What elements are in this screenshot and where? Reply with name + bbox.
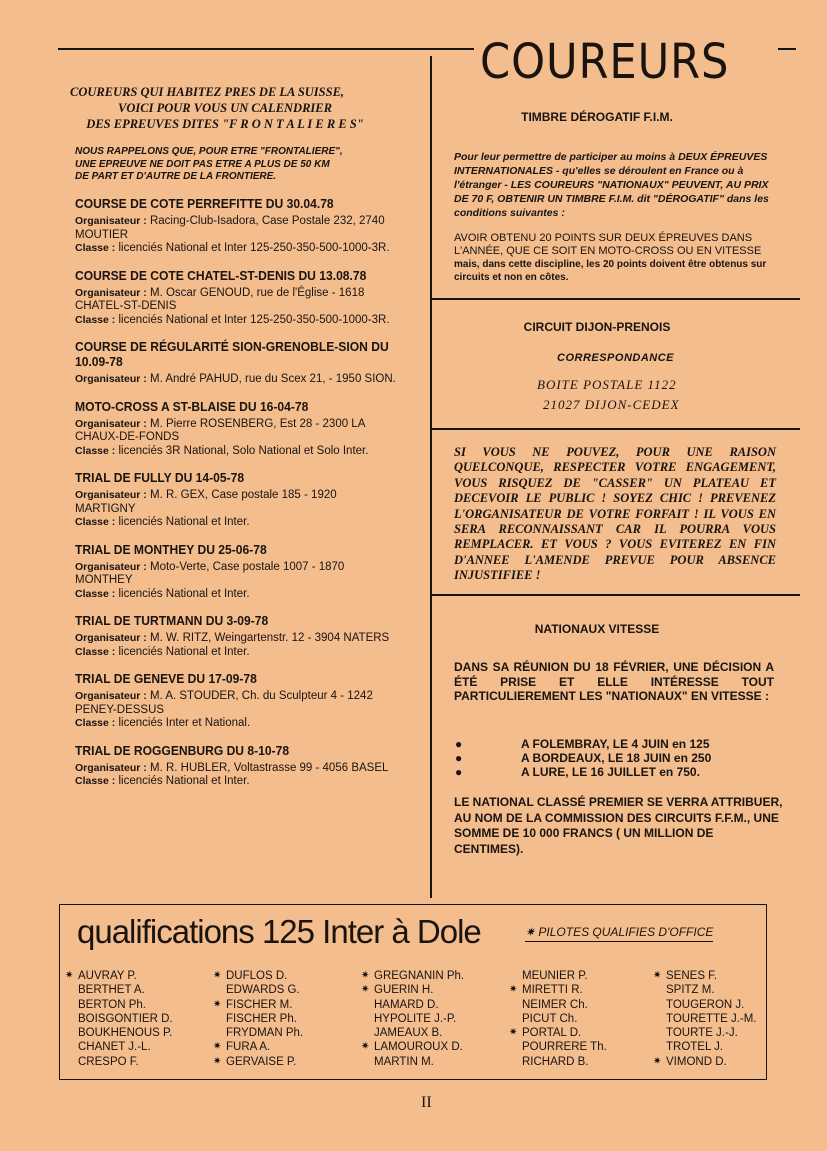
pilot-name bbox=[374, 1012, 464, 1026]
timbre-conditions: AVOIR OBTENU 20 POINTS SUR DEUX ÉPREUVES DANS L'ANNÉE, QUE CE SOIT EN MOTO-CROSS OU EN VITESSE bbox=[454, 232, 762, 257]
classe-value: licenciés National et Inter. bbox=[118, 516, 250, 528]
column-divider bbox=[430, 56, 432, 898]
bullet-item bbox=[455, 737, 775, 751]
pilot-name-text: GERVAISE P. bbox=[226, 1055, 297, 1068]
pilot-name-text: MIRETTI R. bbox=[522, 984, 583, 997]
event-item bbox=[75, 613, 397, 659]
organisateur-label: Organisateur : bbox=[75, 373, 147, 385]
event-item bbox=[75, 399, 397, 459]
pilot-name bbox=[522, 1055, 607, 1069]
names-column bbox=[509, 969, 607, 1069]
section-rule bbox=[432, 428, 800, 430]
event-organisateur bbox=[75, 762, 397, 776]
pilot-name bbox=[78, 983, 173, 997]
pilot-name bbox=[666, 1012, 757, 1026]
star-icon: ✷ bbox=[213, 1055, 222, 1067]
bullet-text: A BORDEAUX, LE 18 JUIN en 250 bbox=[521, 751, 712, 765]
event-item bbox=[75, 339, 397, 387]
pilot-name bbox=[213, 1040, 303, 1054]
pilot-name-text: GREGNANIN Ph. bbox=[374, 970, 465, 982]
pilot-name bbox=[78, 1040, 173, 1054]
bullet-text: A LURE, LE 16 JUILLET en 750. bbox=[521, 765, 700, 779]
classe-value: licenciés National et Inter 125-250-350-500-1000-3R. bbox=[118, 242, 390, 254]
bullet-item bbox=[455, 751, 775, 765]
events-list bbox=[75, 196, 397, 801]
event-item bbox=[75, 268, 397, 328]
pilot-name-text: LAMOUROUX D. bbox=[374, 1041, 463, 1054]
bullet-icon: ● bbox=[455, 765, 463, 779]
pilot-name bbox=[213, 969, 303, 983]
event-organisateur bbox=[75, 489, 397, 516]
pilot-name-text: VIMOND D. bbox=[666, 1055, 727, 1068]
intro-note bbox=[75, 146, 395, 184]
event-item bbox=[75, 542, 397, 602]
event-title: COURSE DE COTE PERREFITTE DU 30.04.78 bbox=[75, 196, 334, 211]
organisateur-label: Organisateur : bbox=[75, 417, 147, 430]
header-rule-right bbox=[778, 48, 796, 50]
classe-value: licenciés National et Inter. bbox=[118, 645, 250, 658]
qualifications-subtitle: ✷ PILOTES QUALIFIES D'OFFICE bbox=[525, 925, 713, 942]
pilot-name-text: CRESPO F. bbox=[78, 1055, 139, 1068]
note-line: DE PART ET D'AUTRE DE LA FRONTIERE. bbox=[75, 171, 277, 182]
pilot-name-text: FRYDMAN Ph. bbox=[226, 1027, 304, 1040]
classe-label: Classe : bbox=[75, 775, 116, 787]
star-icon: ✷ bbox=[361, 1041, 370, 1053]
organisateur-label: Organisateur : bbox=[75, 632, 147, 644]
star-icon: ✷ bbox=[653, 1055, 662, 1067]
event-organisateur bbox=[75, 690, 397, 717]
event-title: TRIAL DE ROGGENBURG DU 8-10-78 bbox=[75, 742, 290, 758]
pilot-name bbox=[65, 969, 173, 983]
event-item bbox=[75, 196, 397, 256]
pilot-name-text: FISCHER Ph. bbox=[226, 1012, 297, 1025]
pilot-name-text: EDWARDS G. bbox=[226, 984, 300, 997]
timbre-heading: TIMBRE DÉROGATIF F.I.M. bbox=[521, 110, 673, 124]
organisateur-label: Organisateur : bbox=[75, 489, 147, 501]
star-icon: ✷ bbox=[213, 1041, 222, 1053]
pilot-name bbox=[374, 998, 464, 1012]
circuit-correspondance: CORRESPONDANCE bbox=[557, 352, 675, 364]
pilot-name-text: TROTEL J. bbox=[666, 1041, 724, 1054]
pilot-name-text: PICUT Ch. bbox=[522, 1012, 578, 1025]
pilot-name bbox=[374, 1055, 464, 1069]
organisateur-label: Organisateur : bbox=[75, 560, 147, 573]
pilot-name bbox=[522, 1012, 607, 1026]
pilot-name bbox=[653, 969, 757, 983]
pilot-name bbox=[666, 998, 757, 1012]
organisateur-label: Organisateur : bbox=[75, 690, 147, 702]
star-icon: ✷ bbox=[65, 970, 74, 981]
names-column bbox=[213, 969, 304, 1069]
nationaux-heading: NATIONAUX VITESSE bbox=[534, 622, 660, 636]
star-icon: ✷ bbox=[361, 970, 370, 981]
intro-line: COUREURS QUI HABITEZ PRES DE LA SUISSE, bbox=[70, 85, 345, 99]
timbre-circuits: mais, dans cette discipline, les 20 points doivent être obtenus sur circuits et non en côtes. bbox=[454, 259, 767, 283]
intro-text bbox=[70, 84, 380, 132]
event-organisateur bbox=[75, 287, 397, 314]
classe-value: licenciés Inter et National. bbox=[118, 717, 251, 729]
event-classe bbox=[75, 588, 397, 602]
event-classe bbox=[75, 242, 397, 256]
pilot-name bbox=[522, 969, 607, 983]
pilot-name bbox=[509, 983, 607, 997]
organisateur-value: M. R. GEX, Case postale 185 - 1920 MARTIGNY bbox=[75, 489, 337, 515]
pilot-name-text: BOUKHENOUS P. bbox=[78, 1027, 173, 1040]
organisateur-value: Racing-Club-Isadora, Case Postale 232, 2740 MOUTIER bbox=[75, 215, 385, 241]
organisateur-label: Organisateur : bbox=[75, 215, 147, 227]
organisateur-label: Organisateur : bbox=[75, 286, 147, 299]
event-title-text: COURSE DE RÉGULARITÉ SION-GRENOBLE-SION DU 10.09-78 bbox=[75, 339, 389, 369]
event-organisateur bbox=[75, 215, 397, 242]
pilot-name-text: BERTON Ph. bbox=[78, 998, 146, 1011]
pilot-name bbox=[226, 1026, 303, 1040]
star-icon: ✷ bbox=[213, 998, 222, 1010]
qualifications-title: qualifications 125 Inter à Dole bbox=[77, 913, 481, 950]
page-number: II bbox=[421, 1094, 432, 1111]
pilot-name-text: TOURTE J.-J. bbox=[666, 1027, 738, 1040]
pilot-name-text: POURRERE Th. bbox=[522, 1041, 607, 1054]
header-rule-left bbox=[58, 48, 474, 50]
organisateur-value: M. André PAHUD, rue du Scex 21, - 1950 SION. bbox=[149, 373, 396, 385]
nationaux-bullets bbox=[455, 737, 775, 779]
pilot-name-text: GUERIN H. bbox=[374, 984, 434, 997]
circuit-address-1: BOITE POSTALE 1122 bbox=[537, 377, 677, 392]
star-icon: ✷ bbox=[213, 970, 222, 981]
pilot-name bbox=[653, 1055, 757, 1069]
event-classe bbox=[75, 445, 397, 459]
pilot-name bbox=[509, 1026, 607, 1040]
pilot-name-text: JAMEAUX B. bbox=[374, 1027, 443, 1040]
pilot-name-text: TOURETTE J.-M. bbox=[666, 1012, 757, 1025]
event-item bbox=[75, 470, 397, 530]
pilot-name-text: FISCHER M. bbox=[226, 998, 293, 1011]
classe-label: Classe : bbox=[75, 313, 116, 326]
pilot-name-text: MEUNIER P. bbox=[522, 970, 588, 982]
event-classe bbox=[75, 314, 397, 328]
pilot-name bbox=[361, 1040, 464, 1054]
note-line: UNE EPREUVE NE DOIT PAS ETRE A PLUS DE 50 KM bbox=[75, 158, 330, 170]
pilot-name-text: TOUGERON J. bbox=[666, 998, 745, 1011]
names-column bbox=[65, 969, 173, 1069]
event-classe bbox=[75, 775, 397, 789]
pilot-name-text: HAMARD D. bbox=[374, 998, 439, 1011]
organisateur-label: Organisateur : bbox=[75, 761, 147, 774]
event-item bbox=[75, 671, 397, 731]
event-classe bbox=[75, 646, 397, 660]
classe-label: Classe : bbox=[75, 645, 116, 658]
event-title: MOTO-CROSS A ST-BLAISE DU 16-04-78 bbox=[75, 398, 309, 414]
star-icon: ✷ bbox=[361, 984, 370, 996]
pilot-name-text: HYPOLITE J.-P. bbox=[374, 1012, 457, 1025]
pilot-name-text: SENES F. bbox=[666, 970, 718, 982]
organisateur-value: M. Pierre ROSENBERG, Est 28 - 2300 LA CHAUX-DE-FONDS bbox=[75, 417, 365, 443]
pilot-name-text: BERTHET A. bbox=[78, 984, 145, 997]
pilot-name bbox=[78, 998, 173, 1012]
pilot-name bbox=[361, 969, 465, 983]
organisateur-value: Moto-Verte, Case postale 1007 - 1870 MONTHEY bbox=[75, 560, 345, 586]
event-organisateur bbox=[75, 561, 397, 588]
pilot-name bbox=[78, 1055, 173, 1069]
classe-label: Classe : bbox=[75, 516, 116, 528]
warning-text: SI VOUS NE POUVEZ, POUR UNE RAISON QUELCONQUE, RESPECTER VOTRE ENGAGEMENT, VOUS RISQUEZ DE "CASSER" UN PLATEAU ET DECEVOIR LE PUBLIC ! SOYEZ CHIC ! PREVENEZ L'ORGANISATEUR DE VOTRE FORFAIT ! IL VOUS EN SERA RECONNAISSANT CAR IL POURRA VOUS REMPLACER. ET VOUS ? VOUS EVITEREZ EN FIN D'ANNEE L'AMENDE PREVUE POUR ABSENCE INJUSTIFIEE ! bbox=[454, 445, 776, 583]
pilot-name-text: FURA A. bbox=[226, 1041, 271, 1054]
pilot-name-text: MARTIN M. bbox=[374, 1055, 434, 1068]
pilot-name bbox=[78, 1012, 173, 1026]
nationaux-conclusion: LE NATIONAL CLASSÉ PREMIER SE VERRA ATTRIBUER, AU NOM DE LA COMMISSION DES CIRCUITS F.F.M., UNE SOMME DE 10 000 FRANCS ( UN MILLION DE CENTIMES). bbox=[454, 795, 783, 856]
section-rule bbox=[432, 594, 800, 596]
intro-line: VOICI POUR VOUS UN CALENDRIER bbox=[118, 101, 332, 115]
classe-label: Classe : bbox=[75, 242, 116, 254]
event-title: TRIAL DE FULLY DU 14-05-78 bbox=[75, 470, 245, 485]
star-icon: ✷ bbox=[653, 970, 662, 981]
event-organisateur bbox=[75, 632, 397, 646]
circuit-heading: CIRCUIT DIJON-PRENOIS bbox=[523, 320, 671, 334]
classe-value: licenciés 3R National, Solo National et Solo Inter. bbox=[118, 444, 369, 457]
pilot-name bbox=[226, 1012, 303, 1026]
pilot-name bbox=[666, 1040, 757, 1054]
pilot-name-text: DUFLOS D. bbox=[226, 970, 288, 982]
pilot-name bbox=[666, 1026, 757, 1040]
event-title bbox=[75, 339, 405, 369]
classe-label: Classe : bbox=[75, 717, 116, 729]
pilot-name bbox=[374, 1026, 464, 1040]
pilot-name-text: CHANET J.-L. bbox=[78, 1041, 151, 1054]
event-organisateur bbox=[75, 373, 397, 387]
event-organisateur bbox=[75, 418, 397, 445]
note-line: NOUS RAPPELONS QUE, POUR ETRE "FRONTALIERE", bbox=[75, 146, 343, 157]
classe-value: licenciés National et Inter. bbox=[118, 587, 250, 600]
intro-line: DES EPREUVES DITES "F R O N T A L I E R E S" bbox=[86, 117, 364, 131]
pilot-name bbox=[226, 983, 303, 997]
event-item bbox=[75, 743, 397, 789]
event-title: TRIAL DE GENEVE DU 17-09-78 bbox=[75, 671, 257, 686]
star-icon: ✷ bbox=[509, 984, 518, 996]
pilot-name bbox=[666, 983, 757, 997]
classe-label: Classe : bbox=[75, 587, 116, 600]
pilot-name bbox=[361, 983, 464, 997]
bullet-icon: ● bbox=[455, 751, 463, 765]
event-title: COURSE DE COTE CHATEL-ST-DENIS DU 13.08.78 bbox=[75, 267, 367, 283]
circuit-address-2: 21027 DIJON-CEDEX bbox=[543, 397, 680, 412]
star-icon: ✷ bbox=[509, 1027, 518, 1039]
event-classe bbox=[75, 516, 397, 530]
pilot-name-text: PORTAL D. bbox=[522, 1027, 582, 1040]
bullet-item bbox=[455, 765, 775, 779]
organisateur-value: M. Oscar GENOUD, rue de l'Église - 1618 CHATEL-ST-DENIS bbox=[75, 286, 365, 312]
nationaux-intro: DANS SA RÉUNION DU 18 FÉVRIER, UNE DÉCISION A ÉTÉ PRISE ET ELLE INTÉRESSE TOUT PARTICULIEREMENT LES "NATIONAUX" EN VITESSE : bbox=[454, 660, 774, 703]
event-classe bbox=[75, 717, 397, 731]
timbre-italic: Pour leur permettre de participer au moins à DEUX ÉPREUVES INTERNATIONALES - qu'elles se déroulent en France ou à l'étranger - LES COUREURS "NATIONAUX" PEUVENT, AU PRIX DE 70 F, OBTENIR UN TIMBRE F.I.M. dit "DÉROGATIF" dans les conditions suivantes : bbox=[454, 151, 769, 219]
pilot-name-text: BOISGONTIER D. bbox=[78, 1012, 173, 1025]
organisateur-value: M. R. HUBLER, Voltastrasse 99 - 4056 BASEL bbox=[149, 761, 389, 774]
event-title: TRIAL DE MONTHEY DU 25-06-78 bbox=[75, 541, 267, 557]
bullet-text: A FOLEMBRAY, LE 4 JUIN en 125 bbox=[521, 737, 710, 751]
pilot-name-text: NEIMER Ch. bbox=[522, 998, 588, 1011]
pilot-name bbox=[213, 1055, 303, 1069]
page-title: COUREURS bbox=[480, 34, 730, 90]
pilot-name-text: RICHARD B. bbox=[522, 1055, 589, 1068]
qualifications-box bbox=[59, 904, 767, 1080]
timbre-text bbox=[454, 150, 776, 284]
pilot-name bbox=[522, 1040, 607, 1054]
names-column bbox=[361, 969, 465, 1069]
pilot-name bbox=[78, 1026, 173, 1040]
pilot-name bbox=[213, 998, 303, 1012]
bullet-icon: ● bbox=[455, 737, 463, 751]
classe-value: licenciés National et Inter 125-250-350-500-1000-3R. bbox=[118, 313, 390, 326]
section-rule bbox=[432, 298, 800, 300]
pilot-name-text: SPITZ M. bbox=[666, 984, 715, 997]
pilot-name bbox=[522, 998, 607, 1012]
pilot-name-text: AUVRAY P. bbox=[78, 970, 137, 982]
names-column bbox=[653, 969, 757, 1069]
organisateur-value: M. W. RITZ, Weingartenstr. 12 - 3904 NATERS bbox=[149, 632, 390, 644]
organisateur-value: M. A. STOUDER, Ch. du Sculpteur 4 - 1242 PENEY-DESSUS bbox=[75, 690, 373, 716]
classe-value: licenciés National et Inter. bbox=[118, 775, 250, 787]
classe-label: Classe : bbox=[75, 444, 116, 457]
event-title: TRIAL DE TURTMANN DU 3-09-78 bbox=[75, 613, 269, 628]
